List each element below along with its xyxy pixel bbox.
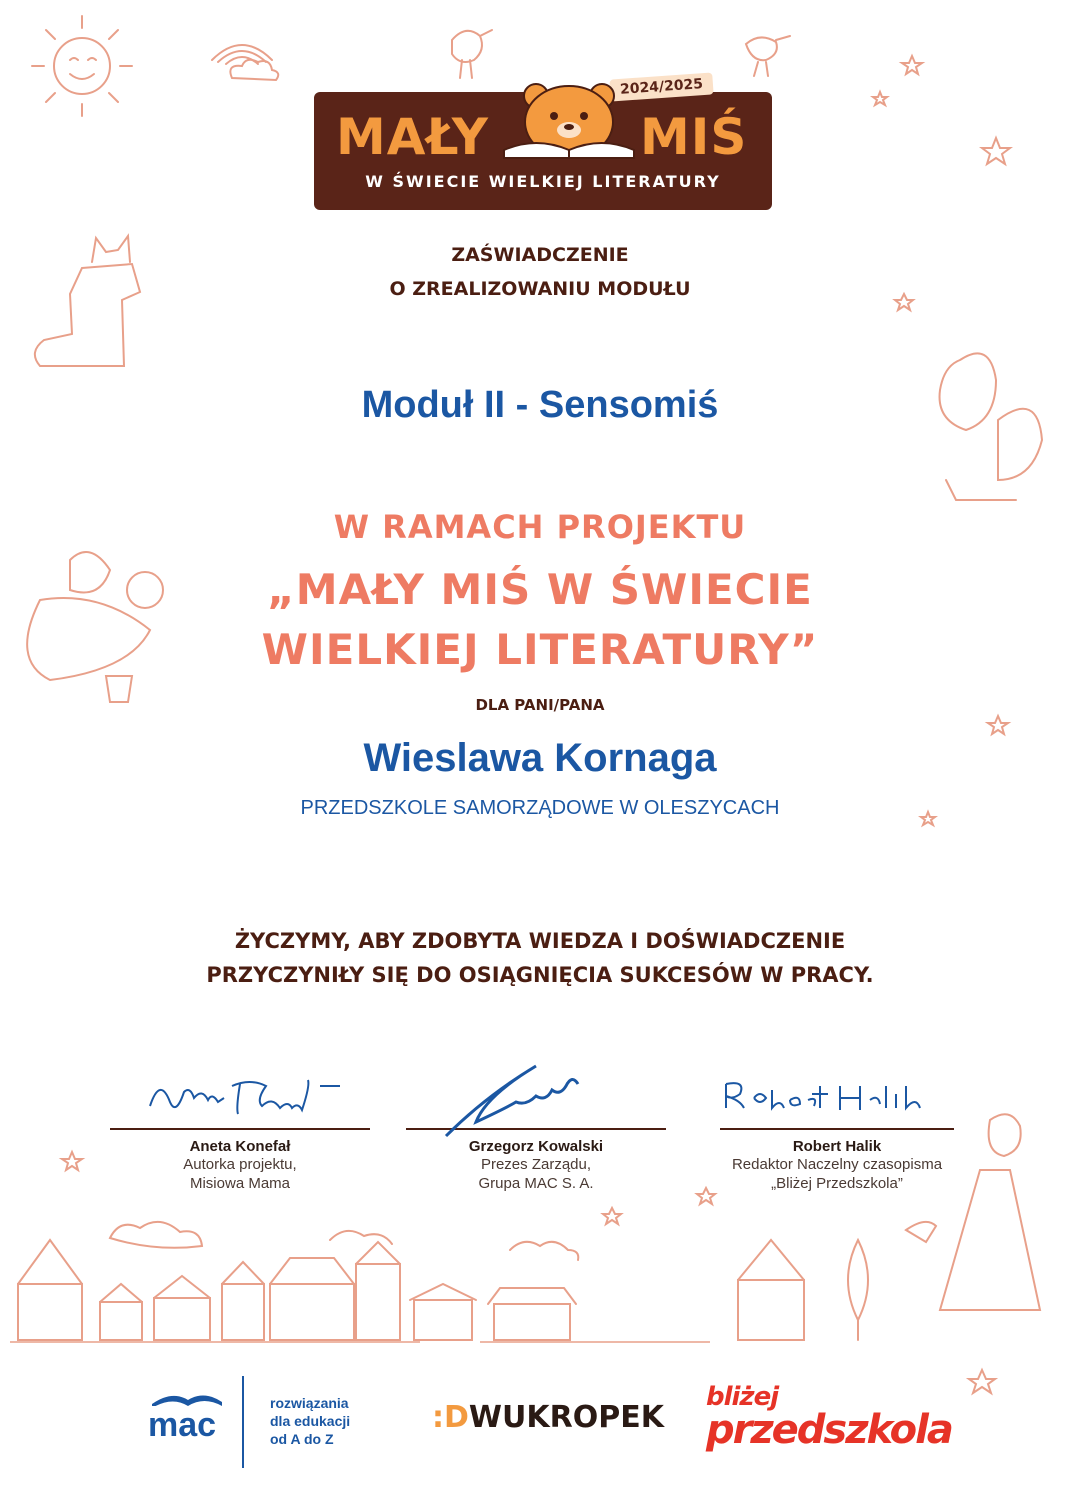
princess-doodle [940,1114,1040,1310]
dwukropek-word: WUKROPEK [468,1400,664,1435]
certificate-title [0,238,1080,306]
logo-subtitle: W ŚWIECIE WIELKIEJ LITERATURY [365,172,721,191]
dwukropek-mark: :D [432,1400,469,1435]
logo-word-mis: MIŚ [640,108,748,166]
signature-block-3 [720,1064,954,1193]
bear-icon [496,72,646,168]
year-badge: 2024/2025 [609,72,713,101]
signer-role-3b: „Bliżej Przedszkola” [771,1175,903,1192]
signer-role-2a: Prezes Zarządu, [480,1156,592,1173]
bird-doodle [452,30,492,78]
signature-line-2 [406,1128,666,1130]
signature-handwriting-2 [406,1064,666,1124]
institution-name: PRZEDSZKOLE SAMORZĄDOWE W OLESZYCACH [300,797,780,819]
signer-role-1a: Autorka projektu, [183,1156,297,1173]
project-name-line1: „MAŁY MIŚ W ŚWIECIE [267,565,813,614]
logo-word-maly: MAŁY [336,108,489,166]
blizej-przedszkola-logo: bliżej przedszkola [706,1382,952,1453]
signer-name-3: Robert Halik [792,1138,882,1155]
project-intro: W RAMACH PROJEKTU [333,508,747,546]
certificate-title-line2: O ZREALIZOWANIU MODUŁU [389,278,691,300]
mac-logo: mac [148,1392,222,1445]
signer-name-1: Aneta Konefał [189,1138,291,1155]
for-label: DLA PANI/PANA [475,696,605,714]
recipient-name: Wieslawa Kornaga [363,736,717,780]
signer-role-1b: Misiowa Mama [189,1175,291,1192]
houses-doodle [18,1240,868,1340]
project-name-line2: WIELKIEJ LITERATURY” [261,625,819,674]
signature-handwriting-3 [720,1064,954,1124]
dwukropek-logo [432,1400,664,1435]
footer-divider [242,1376,244,1468]
signature-handwriting-1 [110,1064,370,1124]
cloud-doodle [110,1222,202,1248]
signature-line-3 [720,1128,954,1130]
sun-doodle [32,16,132,116]
project-name [0,560,1080,680]
wish-line1: ŻYCZYMY, ABY ZDOBYTA WIEDZA I DOŚWIADCZENIE [234,929,846,953]
signature-block-1 [110,1064,370,1193]
signature-line-1 [110,1128,370,1130]
certificate-title-line1: ZAŚWIADCZENIE [451,244,629,266]
signer-role-2b: Grupa MAC S. A. [478,1175,594,1192]
signature-block-2 [406,1064,666,1193]
mac-wave-icon [152,1392,222,1406]
signer-role-3a: Redaktor Naczelny czasopisma [731,1156,943,1173]
mac-tagline: rozwiązania dla edukacji od A do Z [270,1395,351,1447]
module-name: Moduł II - Sensomiś [361,384,719,426]
wish-text [0,924,1080,992]
signer-name-2: Grzegorz Kowalski [468,1138,604,1155]
wish-line2: PRZYCZYNIŁY SIĘ DO OSIĄGNIĘCIA SUKCESÓW W PRACY. [206,963,874,987]
